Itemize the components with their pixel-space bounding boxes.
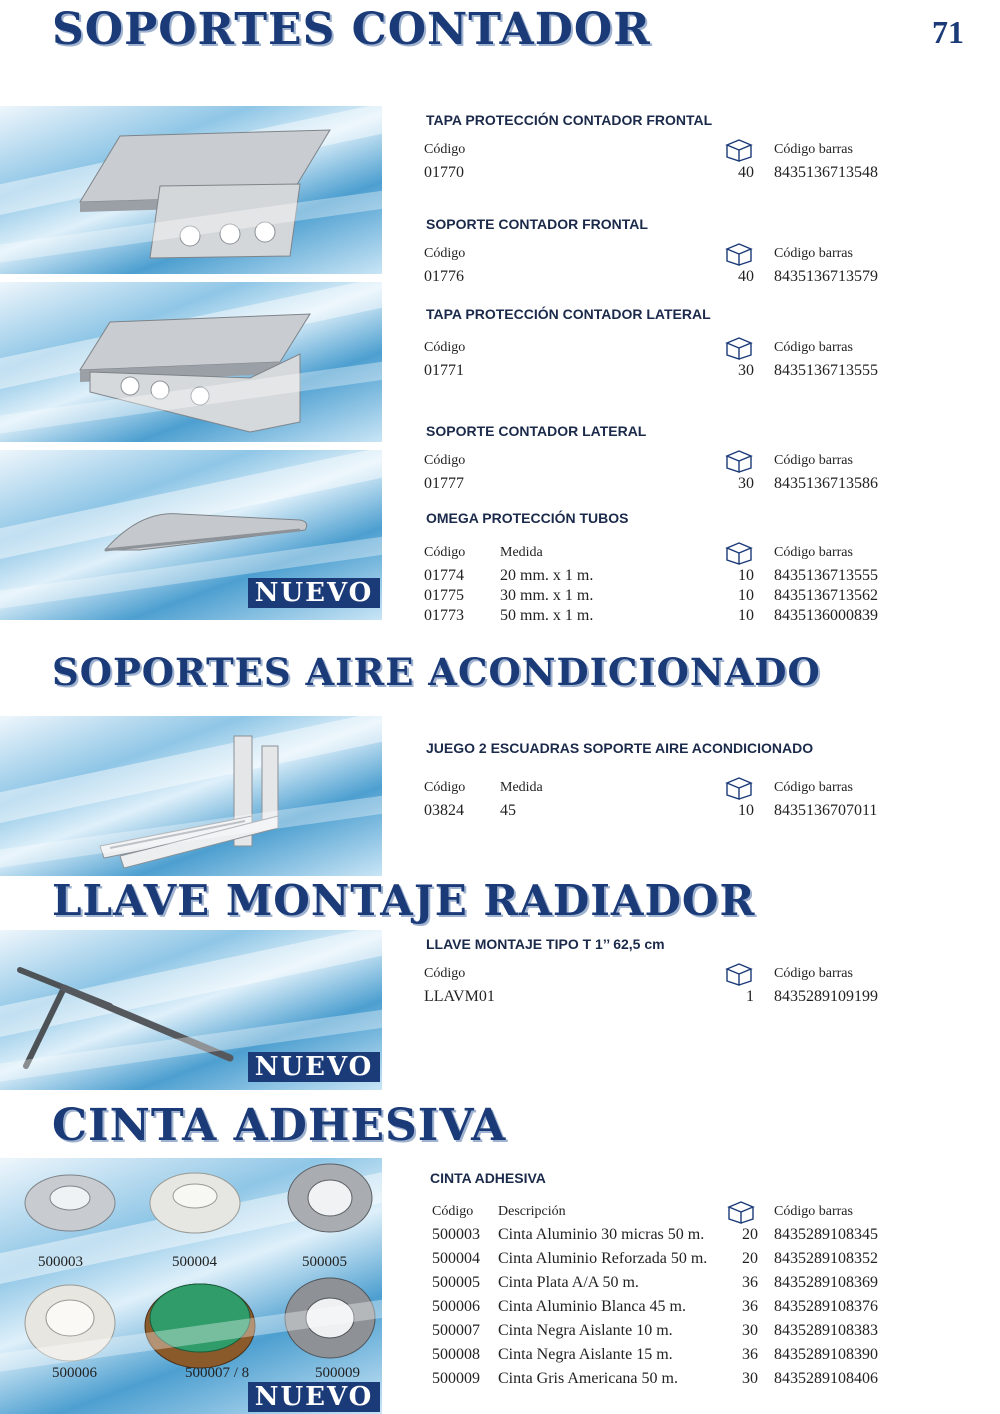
product-code: 01777 xyxy=(424,475,464,492)
product-code: 01773 xyxy=(424,607,464,624)
product-qty: 40 xyxy=(738,164,754,181)
header-code: Código xyxy=(424,545,466,560)
header-code: Código xyxy=(424,780,466,795)
table-llave xyxy=(424,966,904,1012)
product-code: 500009 xyxy=(432,1370,480,1387)
product-barcode: 8435289109199 xyxy=(774,988,878,1005)
header-barcode: Código barras xyxy=(774,1204,853,1219)
title-soporte-lateral: SOPORTE CONTADOR LATERAL xyxy=(426,423,647,439)
header-barcode: Código barras xyxy=(774,246,853,261)
header-barcode: Código barras xyxy=(774,340,853,355)
thumb-label-500009: 500009 xyxy=(315,1365,360,1381)
product-qty: 10 xyxy=(738,567,754,584)
product-barcode: 8435136000839 xyxy=(774,607,878,624)
header-barcode: Código barras xyxy=(774,966,853,981)
product-code: 01774 xyxy=(424,567,464,584)
title-escuadras: JUEGO 2 ESCUADRAS SOPORTE AIRE ACONDICIONADO xyxy=(426,740,814,756)
section-title-llave: LLAVE MONTAJE RADIADOR xyxy=(52,876,756,925)
section-title-cinta: CINTA ADHESIVA xyxy=(52,1100,507,1151)
header-code: Código xyxy=(424,246,466,261)
product-barcode: 8435289108345 xyxy=(774,1226,878,1243)
page-number: 71 xyxy=(932,14,964,50)
product-qty: 36 xyxy=(742,1298,758,1315)
product-barcode: 8435136707011 xyxy=(774,802,878,819)
photo-tapa-frontal xyxy=(0,106,382,274)
header-measure: Medida xyxy=(500,780,543,795)
box-icon xyxy=(724,138,754,162)
thumb-label-500004: 500004 xyxy=(172,1254,217,1270)
box-icon xyxy=(724,962,754,986)
product-measure: 50 mm. x 1 m. xyxy=(500,607,594,624)
product-barcode: 8435136713548 xyxy=(774,164,878,181)
product-barcode: 8435136713586 xyxy=(774,475,878,492)
title-omega: OMEGA PROTECCIÓN TUBOS xyxy=(426,510,629,526)
box-icon xyxy=(724,336,754,360)
title-soporte-frontal: SOPORTE CONTADOR FRONTAL xyxy=(426,216,648,232)
title-cinta: CINTA ADHESIVA xyxy=(430,1170,546,1186)
product-code: 500006 xyxy=(432,1298,480,1315)
product-qty: 20 xyxy=(742,1250,758,1267)
product-barcode: 8435136713555 xyxy=(774,362,878,379)
product-barcode: 8435136713579 xyxy=(774,268,878,285)
table-soporte-frontal xyxy=(424,246,904,292)
product-code: 500007 xyxy=(432,1322,480,1339)
product-description: Cinta Aluminio 30 micras 50 m. xyxy=(498,1226,705,1243)
thumb-label-500007-8: 500007 / 8 xyxy=(185,1365,250,1381)
product-qty: 20 xyxy=(742,1226,758,1243)
box-icon xyxy=(724,776,754,800)
table-row xyxy=(432,1346,902,1370)
section-title-aire: SOPORTES AIRE ACONDICIONADO xyxy=(52,650,821,694)
table-row xyxy=(432,1370,902,1394)
header-barcode: Código barras xyxy=(774,453,853,468)
product-code: 01770 xyxy=(424,164,464,181)
nuevo-badge-llave: NUEVO xyxy=(248,1052,380,1082)
product-barcode: 8435289108376 xyxy=(774,1298,878,1315)
header-description: Descripción xyxy=(498,1204,566,1219)
product-qty: 36 xyxy=(742,1274,758,1291)
photo-tapa-lateral xyxy=(0,282,382,442)
product-qty: 10 xyxy=(738,607,754,624)
product-description: Cinta Aluminio Blanca 45 m. xyxy=(498,1298,686,1315)
table-soporte-lateral xyxy=(424,453,904,499)
table-row xyxy=(424,607,904,627)
product-code: 500008 xyxy=(432,1346,480,1363)
product-barcode: 8435136713562 xyxy=(774,587,878,604)
table-row xyxy=(432,1250,902,1274)
product-code: 500005 xyxy=(432,1274,480,1291)
section-title-contador: SOPORTES CONTADOR xyxy=(52,4,651,55)
header-code: Código xyxy=(432,1204,474,1219)
table-tapa-lateral xyxy=(424,340,904,386)
thumb-label-500006: 500006 xyxy=(52,1365,97,1381)
box-icon xyxy=(724,541,754,565)
table-omega xyxy=(424,545,904,627)
product-barcode: 8435289108352 xyxy=(774,1250,878,1267)
product-code: 01771 xyxy=(424,362,464,379)
table-escuadras xyxy=(424,780,904,826)
header-code: Código xyxy=(424,340,466,355)
header-code: Código xyxy=(424,142,466,157)
product-qty: 30 xyxy=(738,362,754,379)
product-code: LLAVM01 xyxy=(424,988,495,1005)
product-qty: 10 xyxy=(738,802,754,819)
table-row xyxy=(424,567,904,587)
header-barcode: Código barras xyxy=(774,780,853,795)
header-code: Código xyxy=(424,453,466,468)
product-barcode: 8435289108383 xyxy=(774,1322,878,1339)
box-icon xyxy=(726,1200,756,1224)
product-code: 01776 xyxy=(424,268,464,285)
product-barcode: 8435136713555 xyxy=(774,567,878,584)
product-qty: 36 xyxy=(742,1346,758,1363)
product-qty: 30 xyxy=(742,1322,758,1339)
product-qty: 1 xyxy=(746,988,754,1005)
product-code: 01775 xyxy=(424,587,464,604)
product-qty: 30 xyxy=(742,1370,758,1387)
product-measure: 45 xyxy=(500,802,516,819)
nuevo-badge-omega: NUEVO xyxy=(248,578,380,608)
table-tapa-frontal xyxy=(424,142,904,188)
box-icon xyxy=(724,242,754,266)
product-barcode: 8435289108369 xyxy=(774,1274,878,1291)
product-code: 03824 xyxy=(424,802,464,819)
title-tapa-lateral: TAPA PROTECCIÓN CONTADOR LATERAL xyxy=(426,306,711,322)
product-measure: 20 mm. x 1 m. xyxy=(500,567,594,584)
product-barcode: 8435289108390 xyxy=(774,1346,878,1363)
product-qty: 30 xyxy=(738,475,754,492)
header-barcode: Código barras xyxy=(774,545,853,560)
table-cinta xyxy=(432,1204,902,1394)
header-barcode: Código barras xyxy=(774,142,853,157)
product-measure: 30 mm. x 1 m. xyxy=(500,587,594,604)
product-description: Cinta Aluminio Reforzada 50 m. xyxy=(498,1250,708,1267)
title-tapa-frontal: TAPA PROTECCIÓN CONTADOR FRONTAL xyxy=(426,112,713,128)
thumb-label-500003: 500003 xyxy=(38,1254,83,1270)
product-description: Cinta Gris Americana 50 m. xyxy=(498,1370,678,1387)
box-icon xyxy=(724,449,754,473)
header-measure: Medida xyxy=(500,545,543,560)
product-code: 500003 xyxy=(432,1226,480,1243)
table-row xyxy=(432,1298,902,1322)
nuevo-badge-cinta: NUEVO xyxy=(248,1382,380,1412)
title-llave: LLAVE MONTAJE TIPO T 1’’ 62,5 cm xyxy=(426,936,665,952)
product-qty: 10 xyxy=(738,587,754,604)
header-code: Código xyxy=(424,966,466,981)
product-qty: 40 xyxy=(738,268,754,285)
thumb-label-500005: 500005 xyxy=(302,1254,347,1270)
product-description: Cinta Negra Aislante 10 m. xyxy=(498,1322,673,1339)
table-row xyxy=(432,1274,902,1298)
product-description: Cinta Negra Aislante 15 m. xyxy=(498,1346,673,1363)
product-code: 500004 xyxy=(432,1250,480,1267)
product-barcode: 8435289108406 xyxy=(774,1370,878,1387)
photo-escuadras xyxy=(0,716,382,876)
table-row xyxy=(432,1226,902,1250)
product-description: Cinta Plata A/A 50 m. xyxy=(498,1274,639,1291)
table-row xyxy=(432,1322,902,1346)
table-row xyxy=(424,587,904,607)
